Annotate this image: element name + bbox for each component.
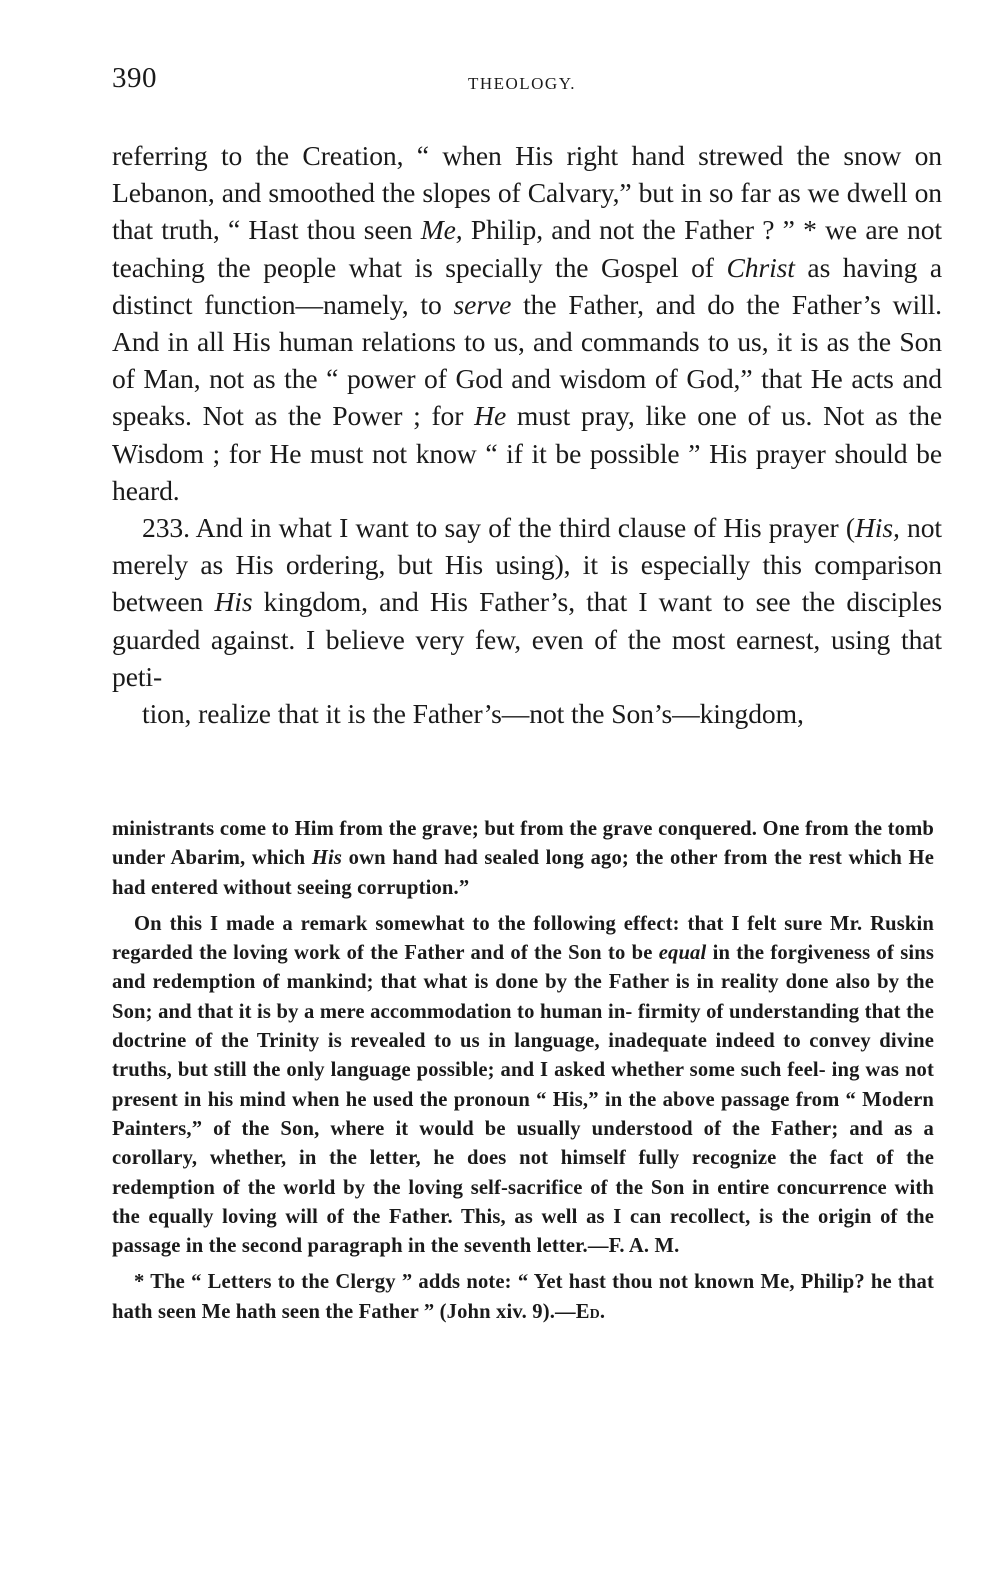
main-text bbox=[112, 137, 942, 732]
footnote-asterisk: * The “ Letters to the Clergy ” adds note: “ Yet hast thou not known Me, Philip? he that hath seen Me hath seen the Father ” (John xiv. 9).—Ed. bbox=[112, 1271, 934, 1323]
footnotes bbox=[112, 815, 934, 1327]
running-title: THEOLOGY. bbox=[467, 74, 577, 93]
running-head bbox=[112, 62, 932, 102]
page-number: 390 bbox=[112, 62, 157, 94]
paragraph-233: 233. And in what I want to say of the third clause of His prayer (His, not merely as His ordering, but His using), it is especially this comparison between His kingdom, and His Father’s, that I want to see the disciples guarded against. I believe very few, even of the most earnest, using that peti- tion, realize that it is the Father’s—not the Son’s—kingdom, bbox=[112, 512, 942, 730]
footnote-editor-remark: On this I made a remark somewhat to the following effect: that I felt sure Mr. Ruskin regarded the loving work of the Father and of the Son to be equal in the forgiveness of sins and redemption of mankind; that what is done by the Father is in reality done also by the Son; and that it is by a mere accommodation to human in- firmity of understanding that the doctrine of the Trinity is revealed to us in language, inadequate indeed to convey divine truths, but still the only language possible; and I asked whether some such feel- ing was not present in his mind when he used the pronoun “ His,” in the above passage from “ Modern Painters,” of the Son, where it would be usually understood of the Father; and as a corollary, whether, in the letter, he does not himself fully recognize the fact of the redemption of the world by the loving self-sacrifice of the Son in entire concurrence with the equally loving will of the Father. This, as well as I can recollect, is the origin of the passage in the second paragraph in the seventh letter.—F. A. M. bbox=[112, 912, 934, 1258]
footnote-continued: ministrants come to Him from the grave; but from the grave conquered. One from the tomb under Abarim, which His own hand had sealed long ago; the other from the rest which He had entered without seeing corruption.” bbox=[112, 818, 934, 899]
paragraph-continued: referring to the Creation, “ when His right hand strewed the snow on Lebanon, and smoothed the slopes of Calvary,” but in so far as we dwell on that truth, “ Hast thou seen Me, Philip, and not the Father ? ” * we are not teaching the people what is specially the Gospel of Christ as having a distinct function—namely, to serve the Father, and do the Father’s will. And in all His human relations to us, and commands to us, it is as the Son of Man, not as the “ power of God and wisdom of God,” that He acts and speaks. Not as the Power ; for He must pray, like one of us. Not as the Wisdom ; for He must not know “ if it be possible ” His prayer should be heard. bbox=[112, 140, 942, 506]
